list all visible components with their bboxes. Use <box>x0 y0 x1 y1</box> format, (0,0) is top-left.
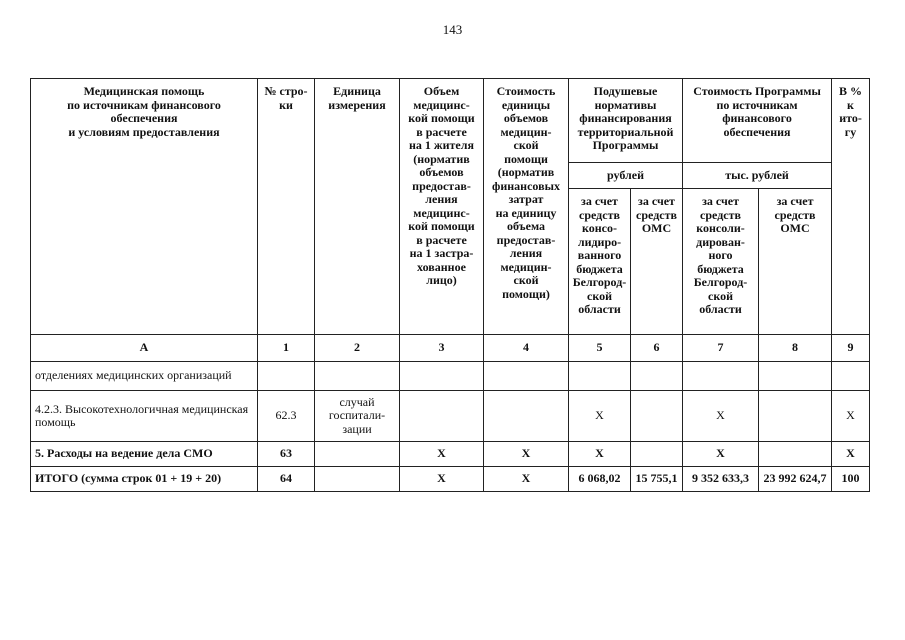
table-cell <box>484 362 569 391</box>
column-number: А <box>31 335 258 362</box>
table-cell <box>683 362 759 391</box>
table-cell <box>258 362 315 391</box>
table-row <box>31 362 870 391</box>
table-cell <box>832 362 870 391</box>
header-volume: Объем медицинс- кой помощи в расчете на 1 жителя (норматив объемов предостав- ления медицинс- кой помощи в расчете на 1 застра- хованное лицо) <box>400 79 484 335</box>
header-unit-cost: Стоимость единицы объемов медицин- ской помощи (норматив финансовых затрат на единицу объема предостав- ления медицин- ской помощи) <box>484 79 569 335</box>
column-number: 7 <box>683 335 759 362</box>
column-number: 2 <box>315 335 400 362</box>
table-cell: X <box>569 391 631 442</box>
subheader-budget-7: за счет средств консоли- дирован- ного бюджета Белгород- ской области <box>683 189 759 335</box>
row-name: 4.2.3. Высокотехнологичная медицинская помощь <box>31 391 258 442</box>
column-number: 5 <box>569 335 631 362</box>
table-cell <box>759 362 832 391</box>
table-cell: 15 755,1 <box>631 467 683 492</box>
column-number: 4 <box>484 335 569 362</box>
header-per-capita: Подушевые нормативы финансирования территориальной Программы <box>569 79 683 163</box>
table-cell <box>631 391 683 442</box>
table-cell <box>569 362 631 391</box>
table-cell: X <box>832 442 870 467</box>
table-cell: X <box>484 442 569 467</box>
table-cell <box>315 362 400 391</box>
table-cell <box>631 362 683 391</box>
table-row <box>31 442 870 467</box>
unit-rubles: рублей <box>569 163 683 189</box>
table-cell: случай госпитали- зации <box>315 391 400 442</box>
table-cell: 9 352 633,3 <box>683 467 759 492</box>
table-cell <box>759 391 832 442</box>
column-number: 8 <box>759 335 832 362</box>
subheader-oms-8: за счет средств ОМС <box>759 189 832 335</box>
column-number: 6 <box>631 335 683 362</box>
header-unit: Единица измерения <box>315 79 400 335</box>
table-row <box>31 391 870 442</box>
table-cell: 23 992 624,7 <box>759 467 832 492</box>
table-cell <box>400 362 484 391</box>
column-number: 9 <box>832 335 870 362</box>
table-cell: X <box>569 442 631 467</box>
table-row-total <box>31 467 870 492</box>
table-cell: X <box>400 467 484 492</box>
table-cell: X <box>484 467 569 492</box>
table-cell: 62.3 <box>258 391 315 442</box>
subheader-budget-5: за счет средств консо- лидиро- ванного бюджета Белгород- ской области <box>569 189 631 335</box>
row-name: отделениях медицинских организаций <box>31 362 258 391</box>
table-cell <box>315 442 400 467</box>
header-medical-care: Медицинская помощь по источникам финансового обеспечения и условиям предоставления <box>31 79 258 335</box>
table-cell: X <box>832 391 870 442</box>
column-number: 3 <box>400 335 484 362</box>
header-row-number: № стро- ки <box>258 79 315 335</box>
header-program-cost: Стоимость Программы по источникам финансового обеспечения <box>683 79 832 163</box>
column-number-row <box>31 335 870 362</box>
row-name: 5. Расходы на ведение дела СМО <box>31 442 258 467</box>
unit-thousand-rubles: тыс. рублей <box>683 163 832 189</box>
financing-table <box>30 78 870 492</box>
table-cell <box>759 442 832 467</box>
table-cell <box>315 467 400 492</box>
table-cell: 64 <box>258 467 315 492</box>
row-name: ИТОГО (сумма строк 01 + 19 + 20) <box>31 467 258 492</box>
table-cell: X <box>683 391 759 442</box>
table-cell: 63 <box>258 442 315 467</box>
table-cell <box>400 391 484 442</box>
header-percent: В % к ито- гу <box>832 79 870 335</box>
table-cell <box>484 391 569 442</box>
table-cell: 6 068,02 <box>569 467 631 492</box>
column-number: 1 <box>258 335 315 362</box>
table-cell: X <box>400 442 484 467</box>
table-cell: 100 <box>832 467 870 492</box>
table-cell <box>631 442 683 467</box>
table-cell: X <box>683 442 759 467</box>
subheader-oms-6: за счет средств ОМС <box>631 189 683 335</box>
page-number: 143 <box>442 22 463 37</box>
